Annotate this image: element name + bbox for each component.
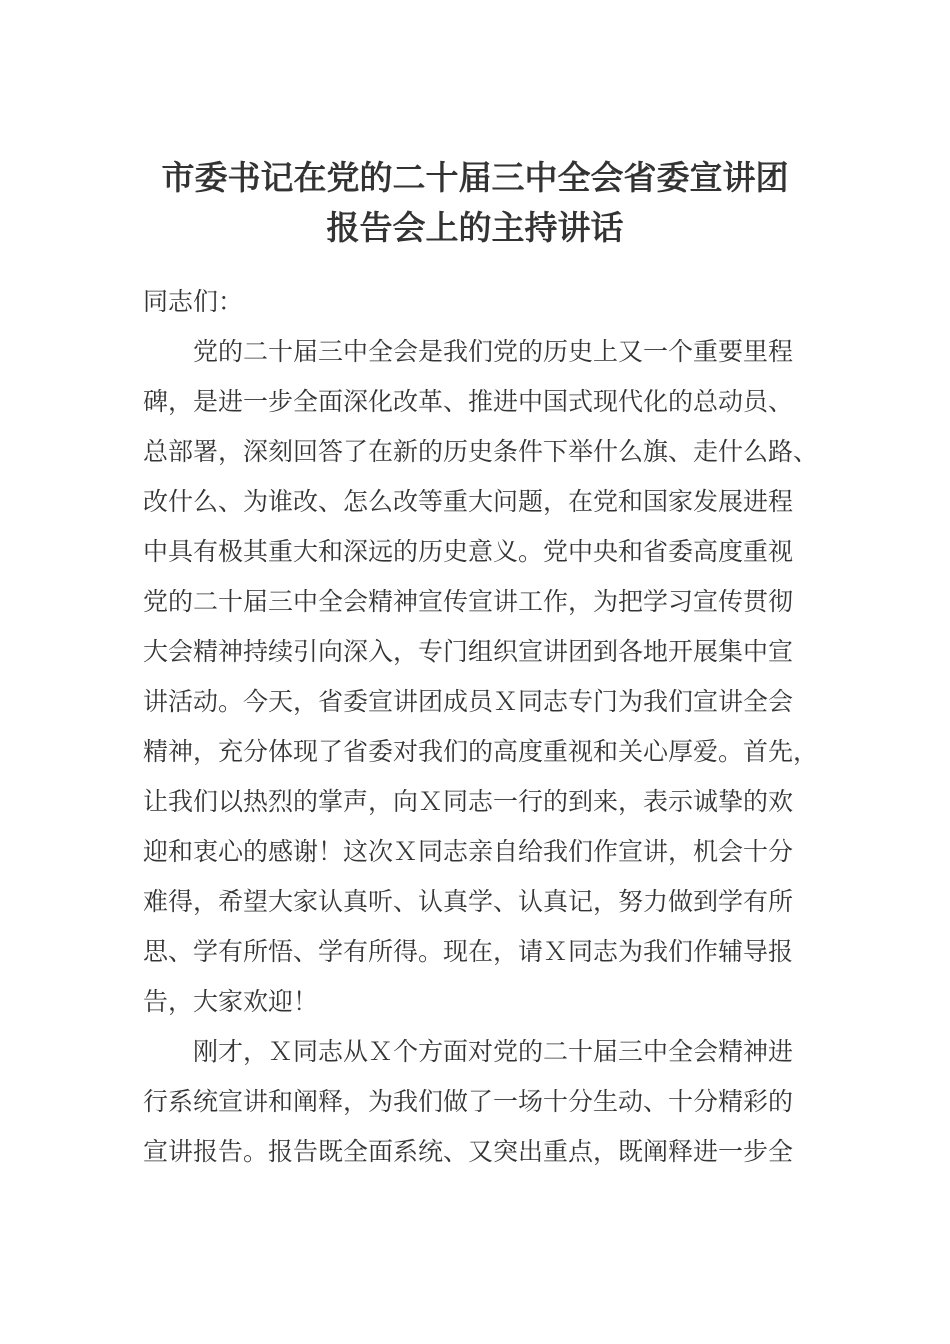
paragraph-line: 行系统宣讲和阐释，为我们做了一场十分生动、十分精彩的 bbox=[143, 1087, 794, 1116]
paragraph-line: 讲活动。今天，省委宣讲团成员Ｘ同志专门为我们宣讲全会 bbox=[143, 687, 794, 716]
paragraph-line: 中具有极其重大和深远的历史意义。党中央和省委高度重视 bbox=[143, 537, 794, 566]
document-body bbox=[143, 277, 819, 1177]
paragraph-line: 改什么、为谁改、怎么改等重大问题，在党和国家发展进程 bbox=[143, 487, 794, 516]
paragraph-line: 迎和衷心的感谢！这次Ｘ同志亲自给我们作宣讲，机会十分 bbox=[143, 837, 794, 866]
document-title-line-2: 报告会上的主持讲话 bbox=[326, 208, 624, 247]
paragraph-line: 精神，充分体现了省委对我们的高度重视和关心厚爱。首先， bbox=[143, 737, 819, 766]
salutation: 同志们： bbox=[143, 287, 244, 316]
paragraph-line: 党的二十届三中全会是我们党的历史上又一个重要里程 bbox=[193, 337, 794, 366]
paragraph-line: 大会精神持续引向深入，专门组织宣讲团到各地开展集中宣 bbox=[143, 637, 794, 666]
paragraph-line: 难得，希望大家认真听、认真学、认真记，努力做到学有所 bbox=[143, 887, 794, 916]
paragraph-line: 总部署，深刻回答了在新的历史条件下举什么旗、走什么路、 bbox=[143, 437, 819, 466]
paragraph-line: 思、学有所悟、学有所得。现在，请Ｘ同志为我们作辅导报 bbox=[143, 937, 794, 966]
paragraph-line: 让我们以热烈的掌声，向Ｘ同志一行的到来，表示诚挚的欢 bbox=[143, 787, 794, 816]
paragraph-line: 告，大家欢迎！ bbox=[143, 987, 319, 1016]
paragraph-line: 党的二十届三中全会精神宣传宣讲工作，为把学习宣传贯彻 bbox=[143, 587, 794, 616]
paragraph-line: 宣讲报告。报告既全面系统、又突出重点，既阐释进一步全 bbox=[143, 1137, 794, 1166]
paragraph-line: 刚才，Ｘ同志从Ｘ个方面对党的二十届三中全会精神进 bbox=[193, 1037, 794, 1066]
document-title-line-1: 市委书记在党的二十届三中全会省委宣讲团 bbox=[161, 158, 789, 197]
paragraph-line: 碑，是进一步全面深化改革、推进中国式现代化的总动员、 bbox=[143, 387, 794, 416]
